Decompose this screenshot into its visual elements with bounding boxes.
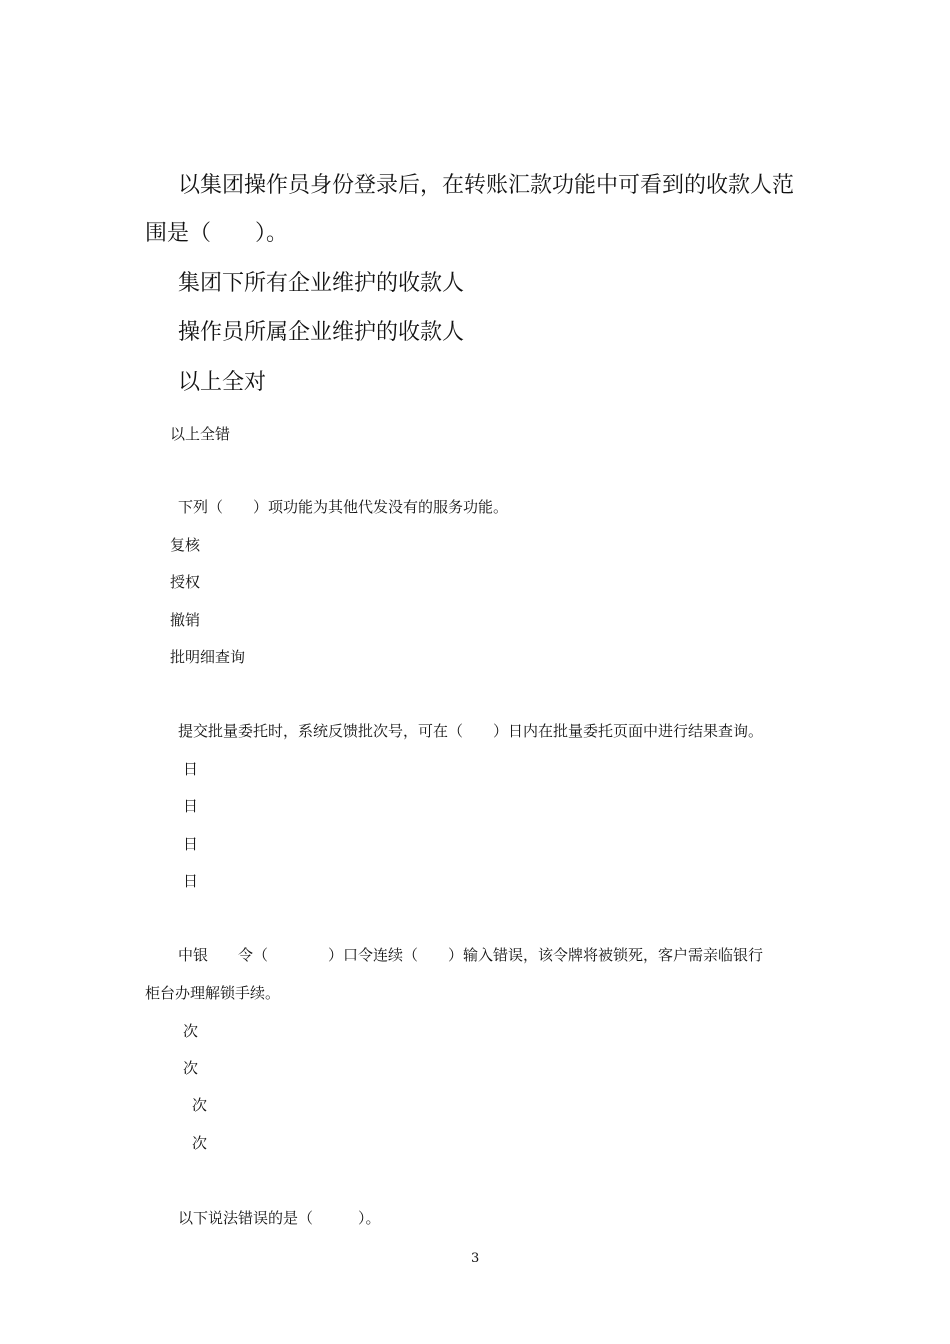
q3-stem: 提交批量委托时，系统反馈批次号，可在（ ）日内在批量委托页面中进行结果查询。 <box>178 722 764 740</box>
q1-option-2: 操作员所属企业维护的收款人 <box>178 320 465 345</box>
q4-option-3: 次 <box>192 1096 208 1114</box>
q1-option-3: 以上全对 <box>178 370 267 395</box>
q3-option-1: 日 <box>183 760 199 778</box>
q4-stem-line2: 柜台办理解锁手续。 <box>145 984 281 1002</box>
q1-option-4: 以上全错 <box>170 425 231 443</box>
q4-option-1: 次 <box>183 1022 199 1040</box>
q3-option-3: 日 <box>183 835 199 853</box>
q3-option-4: 日 <box>183 872 199 890</box>
q2-option-3: 撤销 <box>170 611 201 629</box>
q4-option-4: 次 <box>192 1134 208 1152</box>
q2-option-2: 授权 <box>170 573 201 591</box>
page-number: 3 <box>471 1251 480 1266</box>
q1-stem-line2: 围是（ ）。 <box>145 221 289 246</box>
q2-option-1: 复核 <box>170 536 201 554</box>
q4-option-2: 次 <box>183 1059 199 1077</box>
q2-option-4: 批明细查询 <box>170 648 246 666</box>
q4-stem-line1: 中银 令（ ）口令连续（ ）输入错误，该令牌将被锁死，客户需亲临银行 <box>178 946 764 964</box>
q5-stem: 以下说法错误的是（ ）。 <box>178 1209 381 1227</box>
q1-option-1: 集团下所有企业维护的收款人 <box>178 271 465 296</box>
q3-option-2: 日 <box>183 797 199 815</box>
q1-stem-line1: 以集团操作员身份登录后，在转账汇款功能中可看到的收款人范 <box>178 173 795 198</box>
q2-stem: 下列（ ）项功能为其他代发没有的服务功能。 <box>178 498 509 516</box>
